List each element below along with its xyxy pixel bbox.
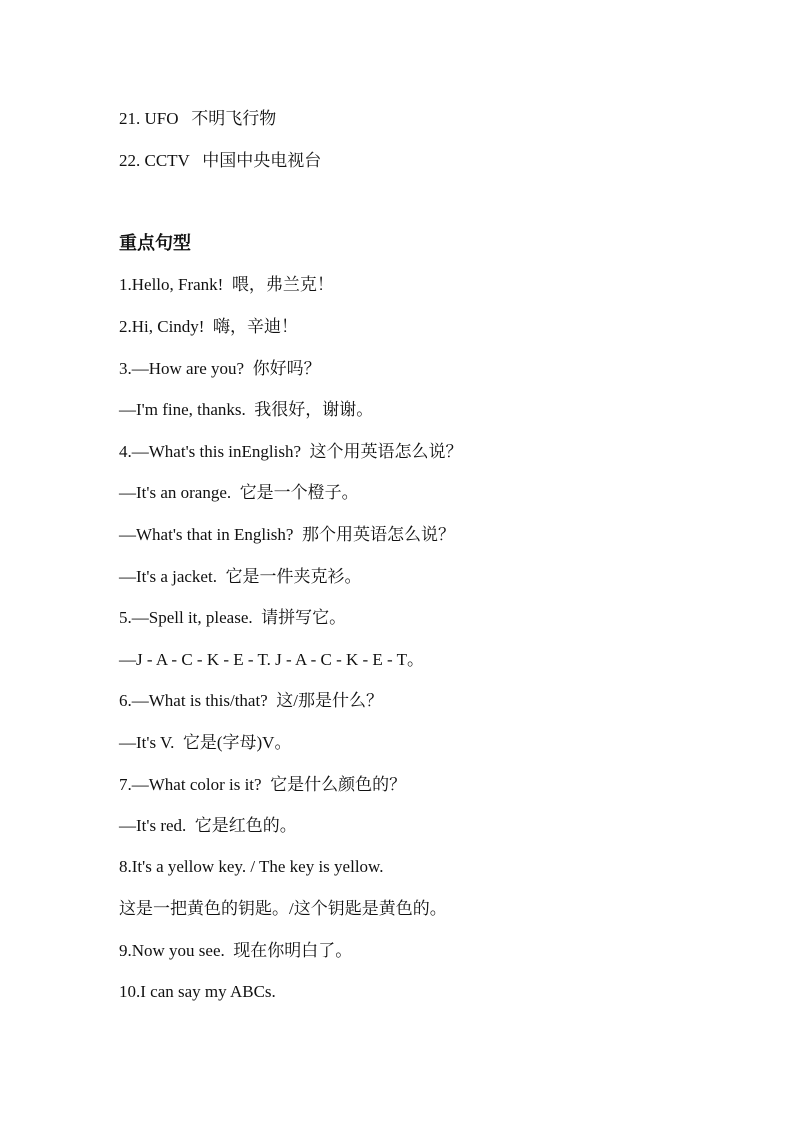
sentence-line: 9.Now you see. 现在你明白了。 <box>119 941 353 960</box>
sentence-line: 5.—Spell it, please. 请拼写它。 <box>119 608 347 627</box>
sentence-line: 4.—What's this inEnglish? 这个用英语怎么说？ <box>119 442 463 461</box>
sentence-line: —What's that in English? 那个用英语怎么说？ <box>119 525 455 544</box>
sentence-line: —It's an orange. 它是一个橙子。 <box>119 483 359 502</box>
sentence-line: —It's a jacket. 它是一件夹克衫。 <box>119 567 362 586</box>
sentence-line: —J - A - C - K - E - T. J - A - C - K - E - T。 <box>119 650 425 669</box>
vocab-item-22: 22. CCTV 中国中央电视台 <box>119 151 322 170</box>
sentence-line: 3.—How are you? 你好吗？ <box>119 359 321 378</box>
sentence-line: 1.Hello, Frank! 喂，弗兰克！ <box>119 275 334 294</box>
sentence-line: 这是一把黄色的钥匙。/这个钥匙是黄色的。 <box>119 899 447 918</box>
sentence-line: —It's red. 它是红色的。 <box>119 816 297 835</box>
sentence-line: 8.It's a yellow key. / The key is yellow. <box>119 857 384 876</box>
sentence-line: —I'm fine, thanks. 我很好，谢谢。 <box>119 400 374 419</box>
sentence-line: —It's V. 它是(字母)V。 <box>119 733 292 752</box>
sentence-line: 10.I can say my ABCs. <box>119 982 276 1001</box>
sentence-line: 7.—What color is it? 它是什么颜色的？ <box>119 775 407 794</box>
sentence-line: 2.Hi, Cindy! 嗨，辛迪！ <box>119 317 298 336</box>
section-title: 重点句型 <box>119 233 191 254</box>
vocab-item-21: 21. UFO 不明飞行物 <box>119 109 277 128</box>
sentence-line: 6.—What is this/that? 这/那是什么？ <box>119 691 383 710</box>
